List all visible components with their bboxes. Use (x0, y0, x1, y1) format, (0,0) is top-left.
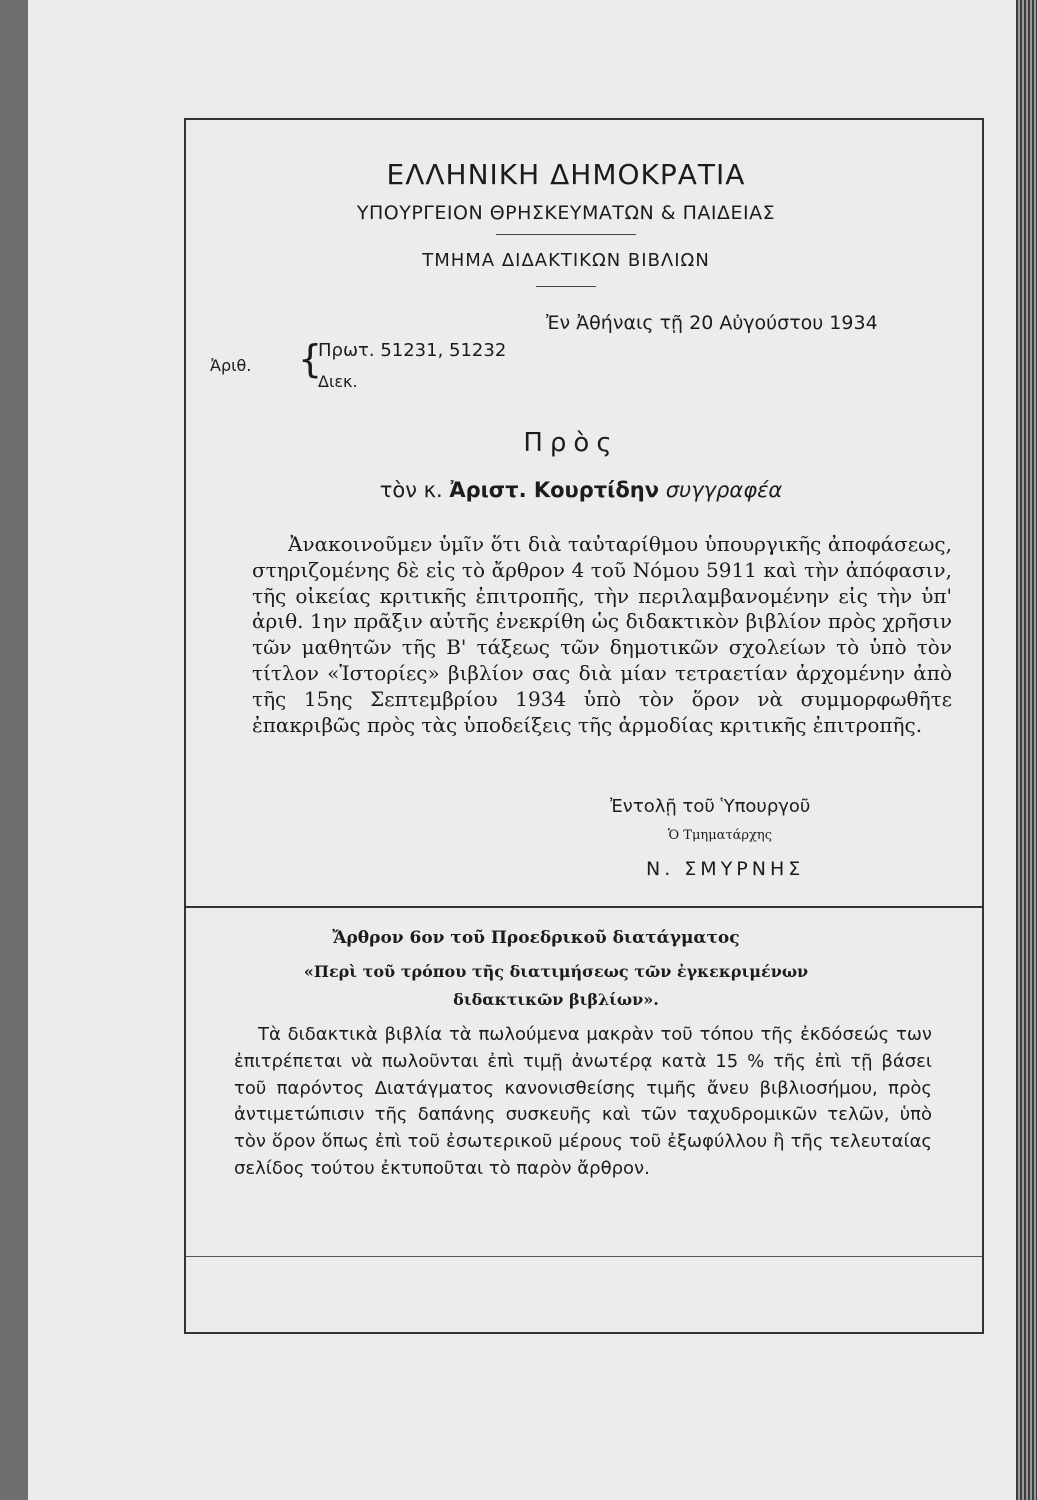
article-body (234, 1022, 932, 1183)
addressee-name: Ἀριστ. Κουρτίδην (449, 478, 660, 502)
protocol-number: Πρωτ. 51231, 51232 (318, 340, 507, 361)
section-divider (186, 906, 982, 908)
letter-body-text: Ἀνακοινοῦμεν ὑμῖν ὅτι διὰ ταὐταρίθμου ὑπουργικῆς ἀποφάσεως, στηριζομένης δὲ εἰς τὸ ἄρθρον 4 τοῦ Νόμου 5911 καὶ τὴν ἀπόφασιν, τῆς οἰκείας κριτικῆς ἐπιτροπῆς, τὴν περιλαμβανομένην εἰς τὴν ὑπ' ἀριθ. 1ην πρᾶξιν αὐτῆς ἐνεκρίθη ὡς διδακτικὸν βιβλίον πρὸς χρῆσιν τῶν μαθητῶν τῆς Β' τάξεως τῶν δημοτικῶν σχολείων τὸ ὑπὸ τὸν τίτλον «Ἱστορίες» βιβλίον σας διὰ μίαν τετραετίαν ἀρχομένην ἀπὸ τῆς 15ης Σεπτεμβρίου 1934 ὑπὸ τὸν ὅρον νὰ συμμορφωθῆτε ἐπακριβῶς πρὸς τὰς ὑποδείξεις τῆς ἁρμοδίας κριτικῆς ἐπιτροπῆς. (252, 532, 952, 737)
addressee-role: συγγραφέα (665, 478, 783, 502)
signature-name: Ν. ΣΜΥΡΝΗΣ (646, 858, 805, 880)
page-edge (1016, 0, 1037, 1500)
article-body-text: Τὰ διδακτικὰ βιβλία τὰ πωλούμενα μακρὰν τοῦ τόπου τῆς ἐκδόσεώς των ἐπιτρέπεται νὰ πωλοῦνται ἐπὶ τιμῇ ἀνωτέρᾳ κατὰ 15 % τῆς ἐπὶ τῇ βάσει τοῦ παρόντος Διατάγματος κανονισθείσης τιμῆς ἄνευ βιβλιοσήμου, πρὸς ἀντιμετώπισιν τῆς δαπάνης συσκευῆς καὶ τῶν ταχυδρομικῶν τελῶν, ὑπὸ τὸν ὅρον ὅπως ἐπὶ τοῦ ἐσωτερικοῦ μέρους τοῦ ἐξωφύλλου ἢ τῆς τελευταίας σελίδος τούτου ἐκτυποῦται τὸ παρὸν ἄρθρον. (234, 1024, 932, 1179)
letterhead-rule-short (536, 286, 596, 287)
diek-label: Διεκ. (318, 372, 358, 391)
salutation: Πρὸς (523, 428, 619, 458)
letterhead-state: ΕΛΛΗΝΙΚΗ ΔΗΜΟΚΡΑΤΙΑ (386, 158, 746, 191)
bottom-divider (186, 1256, 982, 1257)
addressee (186, 478, 976, 502)
date-line: Ἐν Ἀθήναις τῇ 20 Αὐγούστου 1934 (546, 312, 878, 334)
letterhead-rule (496, 234, 636, 235)
signature-order: Ἐντολῇ τοῦ Ὑπουργοῦ (610, 796, 811, 817)
reference-label: Ἀριθ. (210, 356, 252, 375)
letter-body (252, 532, 952, 738)
addressee-prefix: τὸν κ. (379, 478, 443, 502)
reference-brace: { (298, 337, 323, 381)
letterhead-department: ΤΜΗΜΑ ΔΙΔΑΚΤΙΚΩΝ ΒΙΒΛΙΩΝ (422, 250, 710, 271)
document-page (28, 0, 1028, 1500)
signature-title: Ὁ Τμηματάρχης (668, 828, 772, 843)
document-frame (184, 118, 984, 1334)
letterhead-ministry: ΥΠΟΥΡΓΕΙΟΝ ΘΡΗΣΚΕΥΜΑΤΩΝ & ΠΑΙΔΕΙΑΣ (356, 202, 776, 224)
article-subtitle: «Περὶ τοῦ τρόπου τῆς διατιμήσεως τῶν ἐγκεκριμένων διδακτικῶν βιβλίων». (303, 962, 809, 1009)
article-title: Ἄρθρον 6ον τοῦ Προεδρικοῦ διατάγματος (332, 928, 740, 948)
